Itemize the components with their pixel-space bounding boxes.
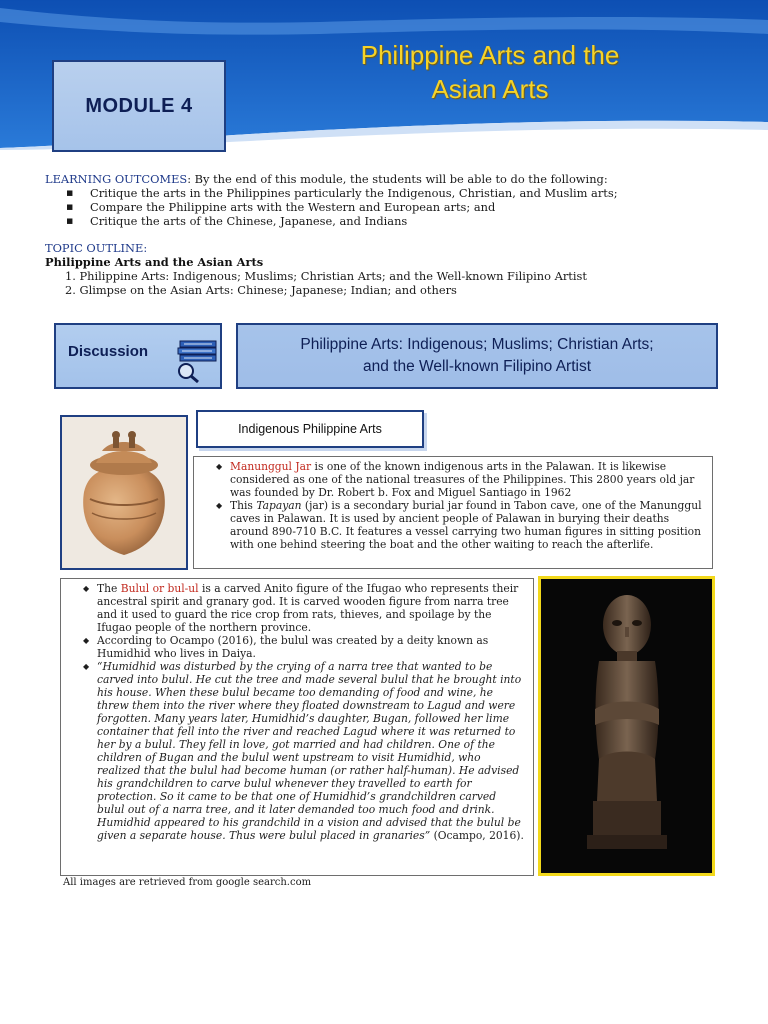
learning-outcome-item: ▪ Critique the arts in the Philippines particularly the Indigenous, Christian, and Muslim arts; (90, 186, 735, 200)
topic-outline-item: 2. Glimpse on the Asian Arts: Chinese; Japanese; Indian; and others (65, 283, 457, 297)
manunggul-jar-image (60, 415, 188, 570)
learning-outcomes-heading: LEARNING OUTCOMES (45, 172, 188, 186)
topic-outline-list (45, 269, 735, 297)
page-title (300, 38, 680, 106)
books-magnifier-icon (170, 333, 220, 383)
discussion-topic-line-1: Philippine Arts: Indigenous; Muslims; Christian Arts; (300, 336, 654, 353)
indigenous-section-title: Indigenous Philippine Arts (196, 410, 424, 448)
learning-outcomes-list (45, 186, 735, 228)
topic-outline (45, 241, 735, 297)
learning-outcome-item: ▪ Critique the arts of the Chinese, Japanese, and Indians (90, 214, 735, 228)
list-item: ◆ According to Ocampo (2016), the bulul was created by a deity known as Humidhid who lives in Daiya. (83, 634, 525, 660)
bulul-list (83, 582, 525, 842)
discussion-topic-banner (236, 323, 718, 389)
bulul-name: Bulul or bul-ul (120, 582, 199, 595)
discussion-label-box (54, 323, 222, 389)
bulul-figure-illustration (541, 579, 712, 873)
list-item (83, 660, 525, 842)
page-title-line-2: Asian Arts (431, 74, 549, 104)
module-label: MODULE 4 (85, 94, 193, 117)
image-credit-footnote: All images are retrieved from google search.com (63, 877, 312, 888)
bulul-quote: “Humidhid was disturbed by the crying of a narra tree that wanted to be carved into bulul. He cut the tree and made several bulul that he brought into his house. When these bulul became too demanding of food and wine, he threw them into the river where they floated downstream to Lagud and were forgotten. Many years later, Humidhid’s daughter, Bugan, followed her lime container that fell into the river and reached Lagud where it was returned to her by a bulul. They fell in love, got married and had children. One of the children of Bugan and the bulul went upstream to visit Humidhid, who realized that the bulul had become human (or rather half-human). He advised his grandchildren to carve bulul whenever they travelled to earth for protection. So it came to be that one of Humidhid’s grandchildren carved bulul out of a narra tree, and it later demanded too much food and drink. Humidhid appeared to his grandchild in a vision and advised that the bulul be given a separate house. Thus were bulul placed in granaries” (97, 660, 522, 842)
module-label-box (52, 60, 226, 152)
manunggul-jar-illustration (62, 417, 186, 568)
topic-outline-heading: TOPIC OUTLINE: (45, 241, 148, 255)
learning-outcomes-intro: LEARNING OUTCOMES: By the end of this module, the students will be able to do the following: (45, 172, 608, 186)
topic-outline-subheading: Philippine Arts and the Asian Arts (45, 255, 264, 269)
bulul-image (538, 576, 715, 876)
learning-outcomes (45, 172, 735, 228)
list-item: ◆ This Tapayan (jar) is a secondary burial jar found in Tabon cave, one of the Manunggul caves in Palawan. It is used by ancient people of Palawan in burying their deaths around 890-710 B.C. It features a vessel carrying two human figures in sitting position with one behind steering the boat and the other waiting to reach the afterlife. (216, 499, 704, 551)
manunggul-jar-name: Manunggul Jar (230, 460, 312, 473)
topic-outline-item: 1. Philippine Arts: Indigenous; Muslims; Christian Arts; and the Well-known Filipino Artist (65, 269, 587, 283)
bulul-citation: (Ocampo, 2016). (430, 829, 524, 842)
manunggul-jar-list (216, 460, 704, 551)
list-item: ◆ Manunggul Jar is one of the known indigenous arts in the Palawan. It is likewise considered as one of the national treasures of the Philippines. This 2800 years old jar was founded by Dr. Robert b. Fox and Miguel Santiago in 1962 (216, 460, 704, 499)
learning-outcome-item: ▪ Compare the Philippine arts with the Western and European arts; and (90, 200, 735, 214)
page-title-line-1: Philippine Arts and the (360, 40, 620, 70)
bulul-description (60, 578, 534, 876)
manunggul-jar-description (193, 456, 713, 569)
discussion-topic-line-2: and the Well-known Filipino Artist (362, 358, 591, 375)
tapayan-term: Tapayan (256, 499, 302, 512)
list-item: ◆ The Bulul or bul-ul is a carved Anito figure of the Ifugao who represents their ancestral spirit and granary god. It is carved wooden figure from narra tree and it used to guard the rice crop from rats, thieves, and spoilage by the Ifugao people of the northern province. (83, 582, 525, 634)
discussion-label: Discussion (68, 343, 149, 360)
